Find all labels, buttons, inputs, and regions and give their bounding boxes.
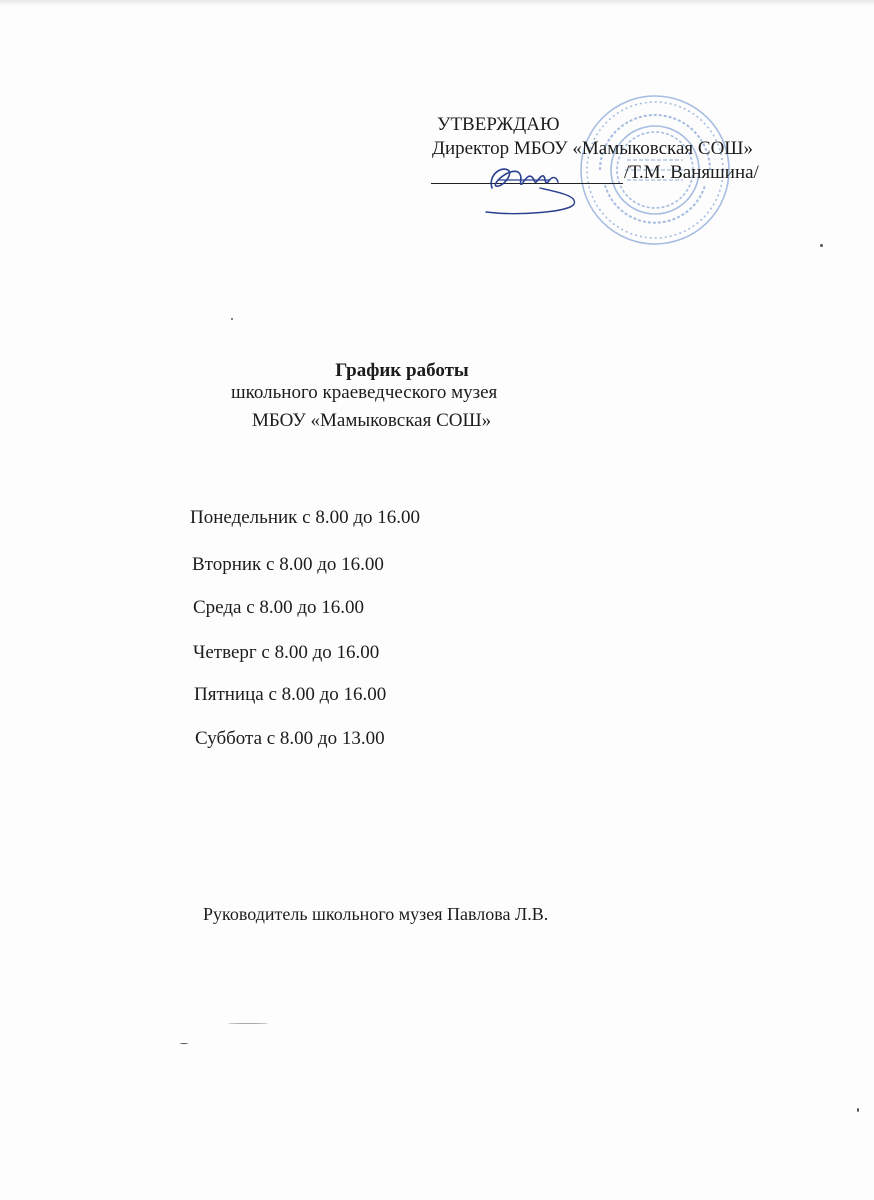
document-title <box>0 360 874 382</box>
schedule-monday: Понедельник с 8.00 до 16.00 <box>190 507 420 528</box>
signer-name: /Т.М. Ваняшина/ <box>624 162 759 183</box>
title-subtitle-2: МБОУ «Мамыковская СОШ» <box>252 410 492 431</box>
scan-speck <box>180 1043 188 1044</box>
signature-icon <box>478 158 588 218</box>
scan-speck <box>857 1108 859 1112</box>
scan-speck <box>231 318 233 320</box>
approval-label: УТВЕРЖДАЮ <box>437 114 560 135</box>
scan-edge <box>0 0 874 6</box>
schedule-wednesday: Среда с 8.00 до 16.00 <box>193 597 365 618</box>
schedule-thursday: Четверг с 8.00 до 16.00 <box>193 642 380 663</box>
schedule-saturday: Суббота с 8.00 до 13.00 <box>195 728 385 749</box>
museum-head-line: Руководитель школьного музея Павлова Л.В. <box>203 904 549 924</box>
schedule-tuesday: Вторник с 8.00 до 16.00 <box>192 554 384 575</box>
scan-speck <box>228 1023 268 1024</box>
director-line: Директор МБОУ «Мамыковская СОШ» <box>432 138 753 159</box>
scan-speck <box>820 244 823 247</box>
schedule-friday: Пятница с 8.00 до 16.00 <box>194 684 387 705</box>
title-heading: График работы <box>335 360 469 381</box>
title-subtitle-1: школьного краеведческого музея <box>231 382 498 403</box>
